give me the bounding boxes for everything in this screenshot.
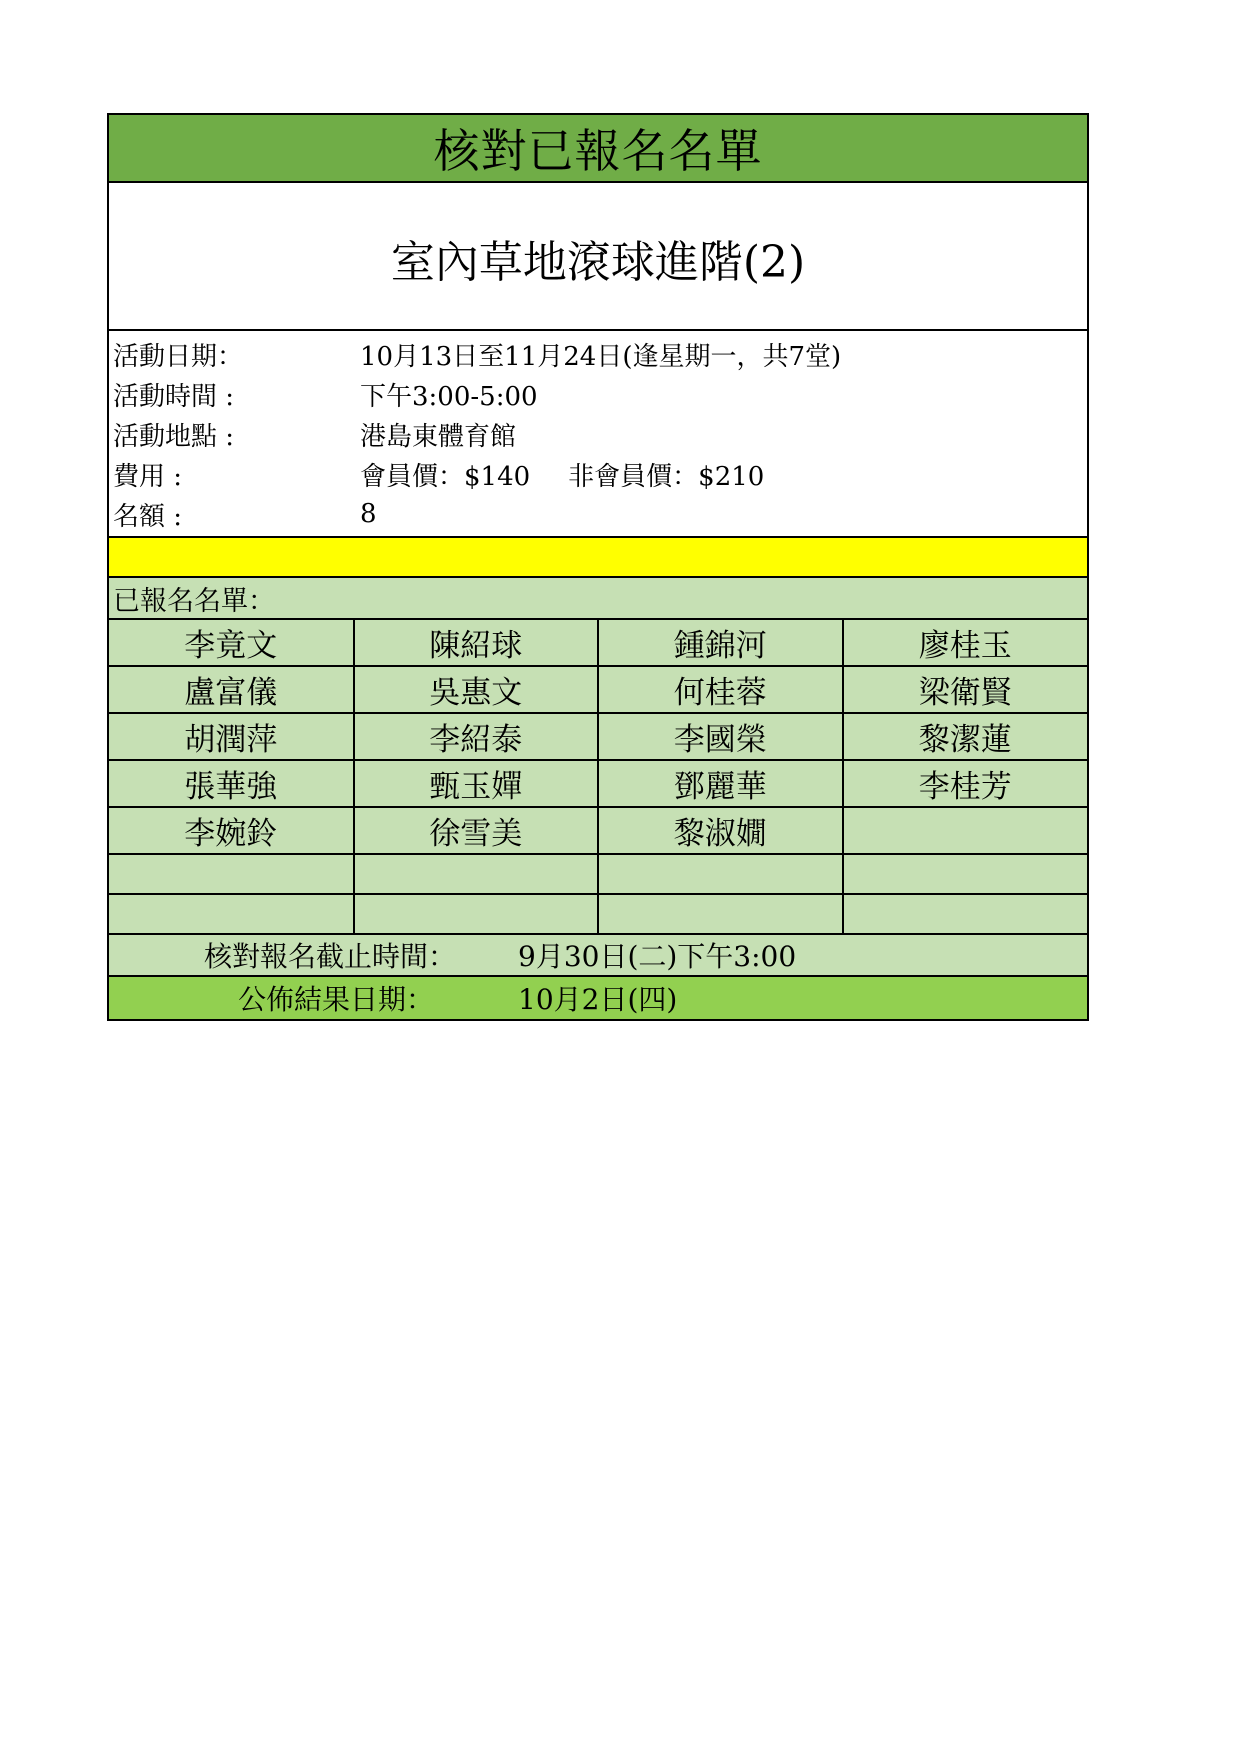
name-cell: 李國榮 xyxy=(598,713,843,760)
table-row xyxy=(109,620,1087,666)
table-row xyxy=(109,854,1087,894)
name-cell xyxy=(354,854,599,894)
name-cell: 李婉鈴 xyxy=(109,807,354,854)
info-row xyxy=(113,494,1087,534)
name-cell: 梁衛賢 xyxy=(843,666,1088,713)
info-value xyxy=(360,456,764,493)
name-cell xyxy=(598,854,843,894)
highlight-band xyxy=(109,538,1087,578)
name-cell: 盧富儀 xyxy=(109,666,354,713)
info-label: 活動日期： xyxy=(113,341,244,372)
name-cell: 徐雪美 xyxy=(354,807,599,854)
name-cell xyxy=(354,894,599,934)
table-row xyxy=(109,894,1087,934)
name-cell: 黎淑嫺 xyxy=(598,807,843,854)
info-value-part: 8 xyxy=(360,499,377,529)
result-date-label: 公佈結果日期： xyxy=(238,983,435,1016)
name-cell: 李紹泰 xyxy=(354,713,599,760)
info-value-part: 10月13日至11月24日(逢星期一，共7堂) xyxy=(360,341,842,372)
info-value xyxy=(360,499,377,529)
name-cell: 李竟文 xyxy=(109,620,354,666)
name-cell: 黎潔蓮 xyxy=(843,713,1088,760)
activity-info xyxy=(109,331,1087,538)
info-value xyxy=(360,336,841,373)
page-title: 核對已報名名單 xyxy=(109,115,1087,183)
name-cell: 鄧麗華 xyxy=(598,760,843,807)
result-date-value: 10月2日(四) xyxy=(518,983,678,1016)
name-cell: 張華強 xyxy=(109,760,354,807)
info-label: 活動地點 : xyxy=(113,421,235,452)
table-row xyxy=(109,666,1087,713)
deadline-value: 9月30日(二)下午3:00 xyxy=(518,940,797,973)
info-row xyxy=(113,414,1087,454)
table-row xyxy=(109,760,1087,807)
name-cell: 陳紹球 xyxy=(354,620,599,666)
deadline-label: 核對報名截止時間： xyxy=(204,940,457,973)
name-cell xyxy=(109,894,354,934)
name-cell: 甄玉嬋 xyxy=(354,760,599,807)
name-cell: 胡潤萍 xyxy=(109,713,354,760)
info-value-part: 會員價：$140 xyxy=(360,461,531,492)
info-row xyxy=(113,454,1087,494)
table-row xyxy=(109,807,1087,854)
registered-list-header: 已報名名單： xyxy=(109,578,1087,620)
name-cell: 李桂芳 xyxy=(843,760,1088,807)
name-cell: 吳惠文 xyxy=(354,666,599,713)
info-label: 名額 : xyxy=(113,501,183,532)
names-table xyxy=(109,620,1087,935)
name-cell: 鍾錦河 xyxy=(598,620,843,666)
name-cell: 何桂蓉 xyxy=(598,666,843,713)
name-cell xyxy=(598,894,843,934)
info-row xyxy=(113,334,1087,374)
info-label: 活動時間 : xyxy=(113,381,235,412)
info-value xyxy=(360,416,516,453)
name-cell xyxy=(109,854,354,894)
info-value-part: 非會員價：$210 xyxy=(568,461,765,492)
name-cell xyxy=(843,807,1088,854)
activity-name: 室內草地滾球進階(2) xyxy=(109,183,1087,331)
name-cell: 廖桂玉 xyxy=(843,620,1088,666)
name-cell xyxy=(843,894,1088,934)
table-row xyxy=(109,713,1087,760)
info-label: 費用 : xyxy=(113,461,183,492)
info-value xyxy=(360,376,538,413)
registration-sheet xyxy=(107,113,1089,1021)
info-value-part: 港島東體育館 xyxy=(360,421,517,452)
deadline-row xyxy=(109,935,1087,977)
name-cell xyxy=(843,854,1088,894)
info-row xyxy=(113,374,1087,414)
info-value-part: 下午3:00-5:00 xyxy=(360,381,538,412)
result-date-row xyxy=(109,977,1087,1019)
